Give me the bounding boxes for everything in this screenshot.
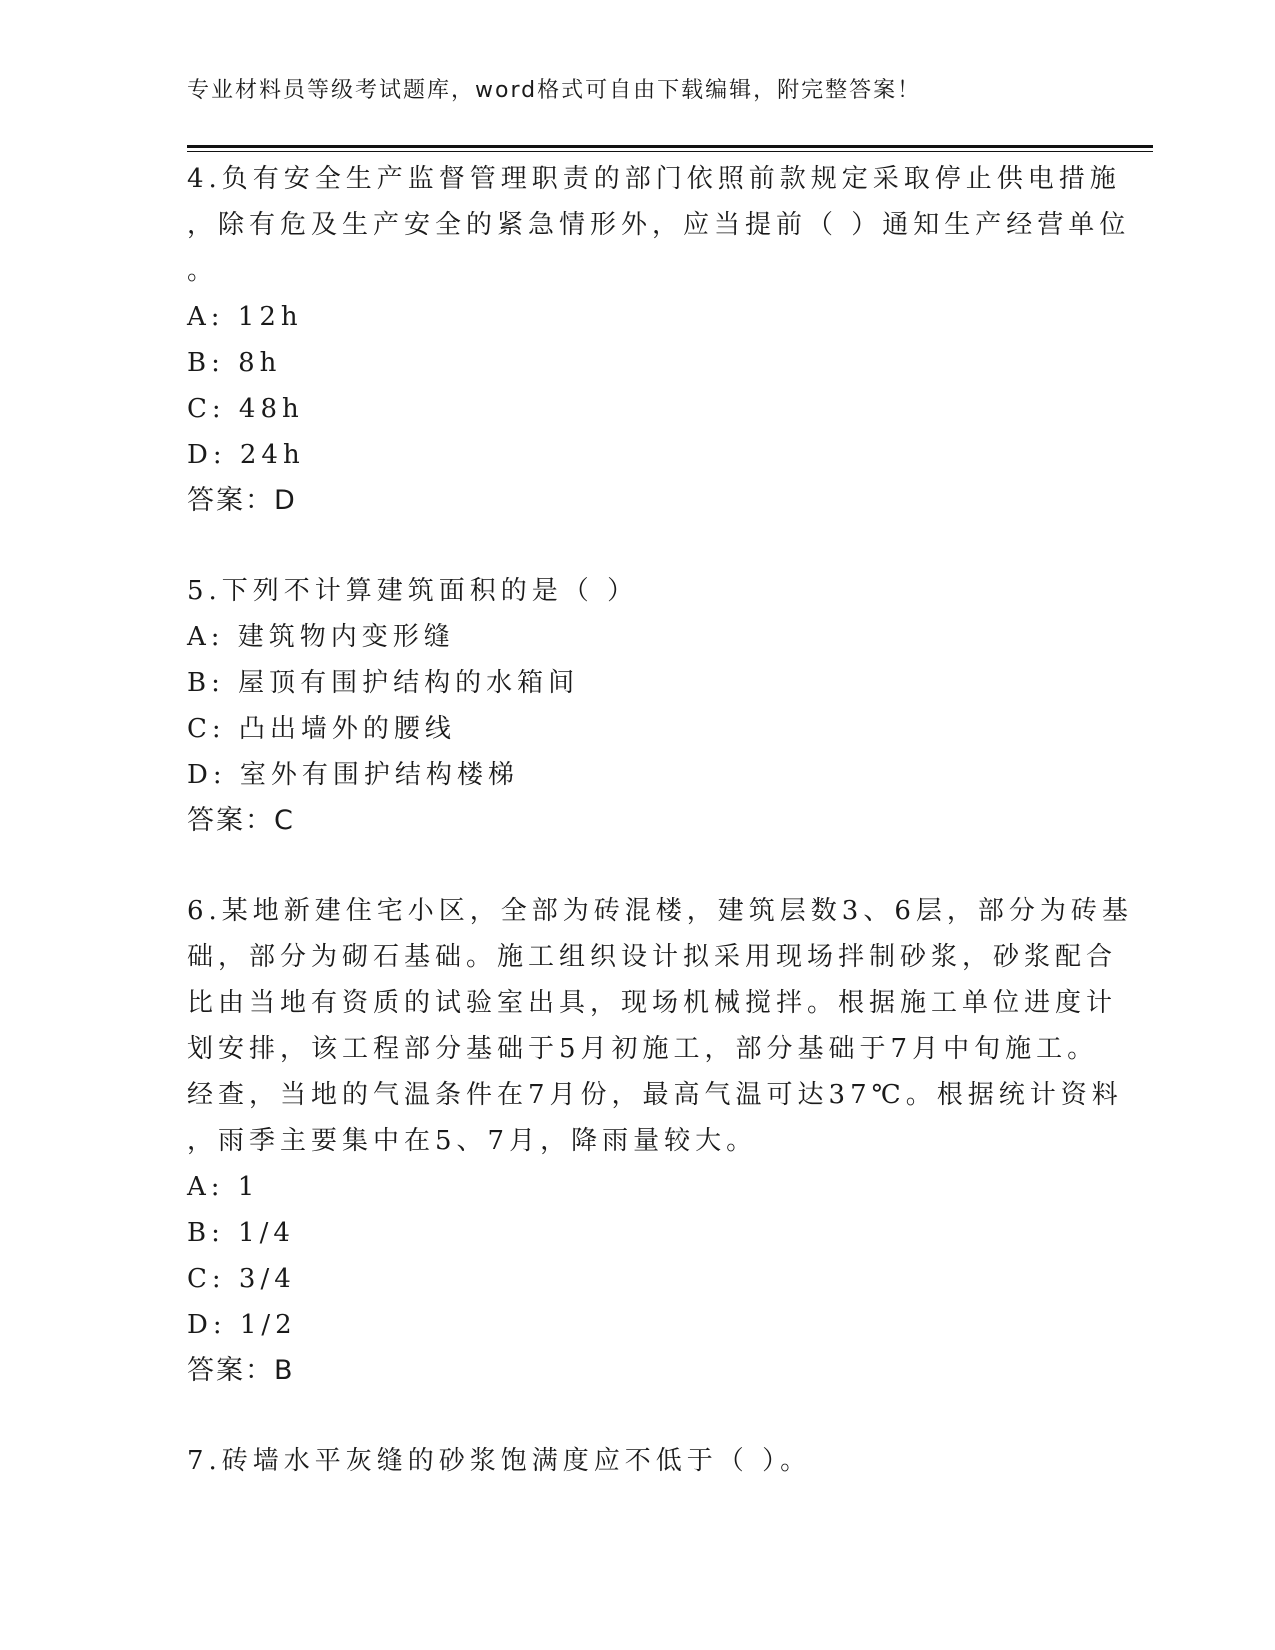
answer-value: D — [274, 485, 297, 516]
question-stem-line: ，除有危及生产安全的紧急情形外，应当提前（ ）通知生产经营单位 — [187, 210, 1131, 240]
answer-value: C — [274, 805, 295, 836]
question-stem-line: 础，部分为砌石基础。施工组织设计拟采用现场拌制砂浆，砂浆配合 — [187, 942, 1118, 972]
option-d: D: 1/2 — [187, 1310, 297, 1340]
option-c: C: 48h — [187, 394, 304, 424]
question-stem-line: 划安排，该工程部分基础于5月初施工，部分基础于7月中旬施工。 — [187, 1034, 1099, 1064]
option-d: D: 室外有围护结构楼梯 — [187, 760, 519, 790]
question-4 — [187, 156, 1131, 524]
option-a: A: 建筑物内变形缝 — [187, 622, 455, 652]
page-header: 专业材料员等级考试题库，word格式可自由下载编辑，附完整答案！ — [187, 78, 922, 103]
header-rule-thick — [187, 145, 1153, 148]
option-c: C: 3/4 — [187, 1264, 296, 1294]
question-stem-line: 。 — [187, 256, 219, 286]
question-stem-line: 5.下列不计算建筑面积的是（ ） — [187, 576, 639, 606]
answer-label: 答案： — [187, 805, 274, 836]
option-a: A: 1 — [187, 1172, 260, 1202]
question-stem-line: 4.负有安全生产监督管理职责的部门依照前款规定采取停止供电措施 — [187, 164, 1121, 194]
header-rule-thin — [187, 151, 1153, 152]
question-5 — [187, 568, 1087, 844]
option-a: A: 12h — [187, 302, 303, 332]
question-stem-line: 经查，当地的气温条件在7月份，最高气温可达37℃。根据统计资料 — [187, 1080, 1123, 1110]
question-7 — [187, 1438, 1087, 1484]
question-stem-line: ，雨季主要集中在5、7月，降雨量较大。 — [187, 1126, 758, 1156]
question-stem-line: 7.砖墙水平灰缝的砂浆饱满度应不低于（ ）。 — [187, 1446, 812, 1476]
answer-line — [187, 798, 1087, 844]
answer-value: B — [274, 1355, 295, 1386]
question-list — [187, 156, 1133, 1484]
question-6 — [187, 888, 1133, 1394]
option-d: D: 24h — [187, 440, 305, 470]
answer-line — [187, 1348, 1087, 1394]
answer-label: 答案： — [187, 485, 274, 516]
option-b: B: 1/4 — [187, 1218, 295, 1248]
option-b: B: 8h — [187, 348, 282, 378]
answer-line — [187, 478, 1087, 524]
option-c: C: 凸出墙外的腰线 — [187, 714, 456, 744]
option-b: B: 屋顶有围护结构的水箱间 — [187, 668, 580, 698]
question-stem-line: 比由当地有资质的试验室出具，现场机械搅拌。根据施工单位进度计 — [187, 988, 1118, 1018]
answer-label: 答案： — [187, 1355, 274, 1386]
question-stem-line: 6.某地新建住宅小区，全部为砖混楼，建筑层数3、6层，部分为砖基 — [187, 896, 1133, 926]
